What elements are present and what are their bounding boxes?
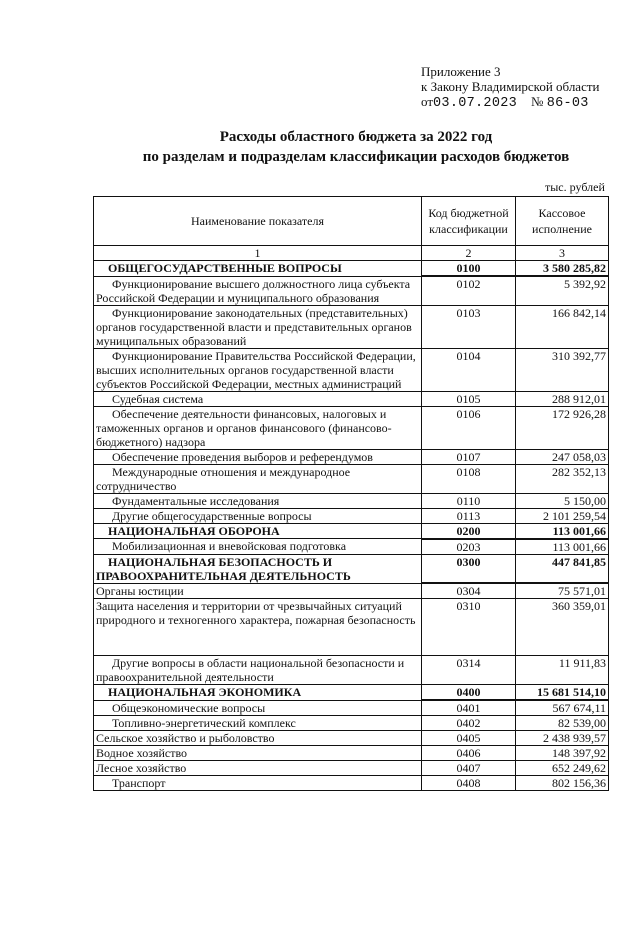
row-name: Водное хозяйство <box>94 746 422 761</box>
row-amount: 148 397,92 <box>516 746 609 761</box>
row-name: Лесное хозяйство <box>94 761 422 776</box>
row-name: Международные отношения и международное сотрудничество <box>94 464 422 493</box>
row-amount: 75 571,01 <box>516 583 609 599</box>
table-row <box>94 493 609 508</box>
row-code: 0103 <box>422 305 516 348</box>
row-name: Защита населения и территории от чрезвычайных ситуаций природного и техногенного характера, пожарная безопасность <box>94 599 422 656</box>
row-code: 0407 <box>422 761 516 776</box>
table-row <box>94 508 609 523</box>
table-row <box>94 464 609 493</box>
row-name: Топливно-энергетический комплекс <box>94 716 422 731</box>
header-code: Код бюджетной классификации <box>422 197 516 246</box>
row-amount: 247 058,03 <box>516 449 609 464</box>
row-amount: 3 580 285,82 <box>516 261 609 277</box>
row-code: 0405 <box>422 731 516 746</box>
row-name: НАЦИОНАЛЬНАЯ ОБОРОНА <box>94 523 422 539</box>
row-code: 0104 <box>422 348 516 391</box>
table-row <box>94 656 609 685</box>
table-row <box>94 731 609 746</box>
date-prefix: от <box>421 94 434 109</box>
table-row <box>94 391 609 406</box>
row-amount: 288 912,01 <box>516 391 609 406</box>
row-code: 0401 <box>422 700 516 716</box>
appendix-date-line <box>421 94 599 111</box>
column-number: 1 <box>94 246 422 261</box>
row-name: Судебная система <box>94 391 422 406</box>
row-name: Обеспечение проведения выборов и референдумов <box>94 449 422 464</box>
number-label: № <box>531 94 544 109</box>
row-name: НАЦИОНАЛЬНАЯ ЭКОНОМИКА <box>94 685 422 701</box>
row-amount: 5 150,00 <box>516 493 609 508</box>
appendix-note <box>421 64 599 111</box>
row-code: 0105 <box>422 391 516 406</box>
units-label: тыс. рублей <box>545 180 605 194</box>
table-row <box>94 539 609 555</box>
section-row <box>94 523 609 539</box>
row-name: Другие вопросы в области национальной безопасности и правоохранительной деятельности <box>94 656 422 685</box>
row-amount: 2 438 939,57 <box>516 731 609 746</box>
row-amount: 447 841,85 <box>516 554 609 583</box>
row-amount: 113 001,66 <box>516 523 609 539</box>
law-number: 86-03 <box>546 96 589 111</box>
row-name: Фундаментальные исследования <box>94 493 422 508</box>
row-code: 0304 <box>422 583 516 599</box>
table-row <box>94 583 609 599</box>
table-row <box>94 716 609 731</box>
row-amount: 310 392,77 <box>516 348 609 391</box>
row-amount: 567 674,11 <box>516 700 609 716</box>
table-row <box>94 700 609 716</box>
table-row <box>94 406 609 449</box>
table-row <box>94 348 609 391</box>
appendix-line-2: к Закону Владимирской области <box>421 79 600 94</box>
row-amount: 11 911,83 <box>516 656 609 685</box>
row-name: Органы юстиции <box>94 583 422 599</box>
row-code: 0203 <box>422 539 516 555</box>
row-code: 0100 <box>422 261 516 277</box>
row-amount: 652 249,62 <box>516 761 609 776</box>
row-amount: 360 359,01 <box>516 599 609 656</box>
section-row <box>94 261 609 277</box>
header-name: Наименование показателя <box>94 197 422 246</box>
row-name: ОБЩЕГОСУДАРСТВЕННЫЕ ВОПРОСЫ <box>94 261 422 277</box>
section-row <box>94 554 609 583</box>
row-code: 0314 <box>422 656 516 685</box>
table-row <box>94 776 609 791</box>
row-amount: 82 539,00 <box>516 716 609 731</box>
expenditure-table <box>93 196 609 791</box>
law-date: 03.07.2023 <box>433 96 518 111</box>
row-code: 0108 <box>422 464 516 493</box>
row-code: 0200 <box>422 523 516 539</box>
section-row <box>94 685 609 701</box>
row-name: Сельское хозяйство и рыболовство <box>94 731 422 746</box>
table-row <box>94 746 609 761</box>
row-amount: 5 392,92 <box>516 276 609 305</box>
row-amount: 802 156,36 <box>516 776 609 791</box>
row-amount: 15 681 514,10 <box>516 685 609 701</box>
row-code: 0110 <box>422 493 516 508</box>
table-row <box>94 449 609 464</box>
row-amount: 2 101 259,54 <box>516 508 609 523</box>
appendix-line-1: Приложение 3 <box>421 64 501 79</box>
row-code: 0408 <box>422 776 516 791</box>
row-code: 0107 <box>422 449 516 464</box>
row-code: 0402 <box>422 716 516 731</box>
table-row <box>94 276 609 305</box>
column-number: 2 <box>422 246 516 261</box>
row-name: Функционирование Правительства Российской Федерации, высших исполнительных органов государственной власти субъектов Российской Федерации, местных администраций <box>94 348 422 391</box>
row-code: 0400 <box>422 685 516 701</box>
row-name: НАЦИОНАЛЬНАЯ БЕЗОПАСНОСТЬ И ПРАВООХРАНИТЕЛЬНАЯ ДЕЯТЕЛЬНОСТЬ <box>94 554 422 583</box>
table-row <box>94 761 609 776</box>
row-amount: 282 352,13 <box>516 464 609 493</box>
column-number: 3 <box>516 246 609 261</box>
row-code: 0300 <box>422 554 516 583</box>
document-subtitle: по разделам и подразделам классификации расходов бюджетов <box>142 149 570 165</box>
row-amount: 172 926,28 <box>516 406 609 449</box>
table-row <box>94 599 609 656</box>
row-name: Транспорт <box>94 776 422 791</box>
row-code: 0310 <box>422 599 516 656</box>
row-code: 0406 <box>422 746 516 761</box>
row-name: Функционирование высшего должностного лица субъекта Российской Федерации и муниципального образования <box>94 276 422 305</box>
row-code: 0113 <box>422 508 516 523</box>
header-amount: Кассовое исполнение <box>516 197 609 246</box>
row-name: Мобилизационная и вневойсковая подготовка <box>94 539 422 555</box>
row-amount: 166 842,14 <box>516 305 609 348</box>
column-number-row <box>94 246 609 261</box>
document-title: Расходы областного бюджета за 2022 год <box>219 129 493 145</box>
row-code: 0106 <box>422 406 516 449</box>
row-name: Другие общегосударственные вопросы <box>94 508 422 523</box>
row-amount: 113 001,66 <box>516 539 609 555</box>
row-name: Обеспечение деятельности финансовых, налоговых и таможенных органов и органов финансового (финансово-бюджетного) надзора <box>94 406 422 449</box>
table-row <box>94 305 609 348</box>
row-name: Общеэкономические вопросы <box>94 700 422 716</box>
row-code: 0102 <box>422 276 516 305</box>
table-header-row <box>94 197 609 246</box>
row-name: Функционирование законодательных (представительных) органов государственной власти и представительных органов муниципальных образований <box>94 305 422 348</box>
